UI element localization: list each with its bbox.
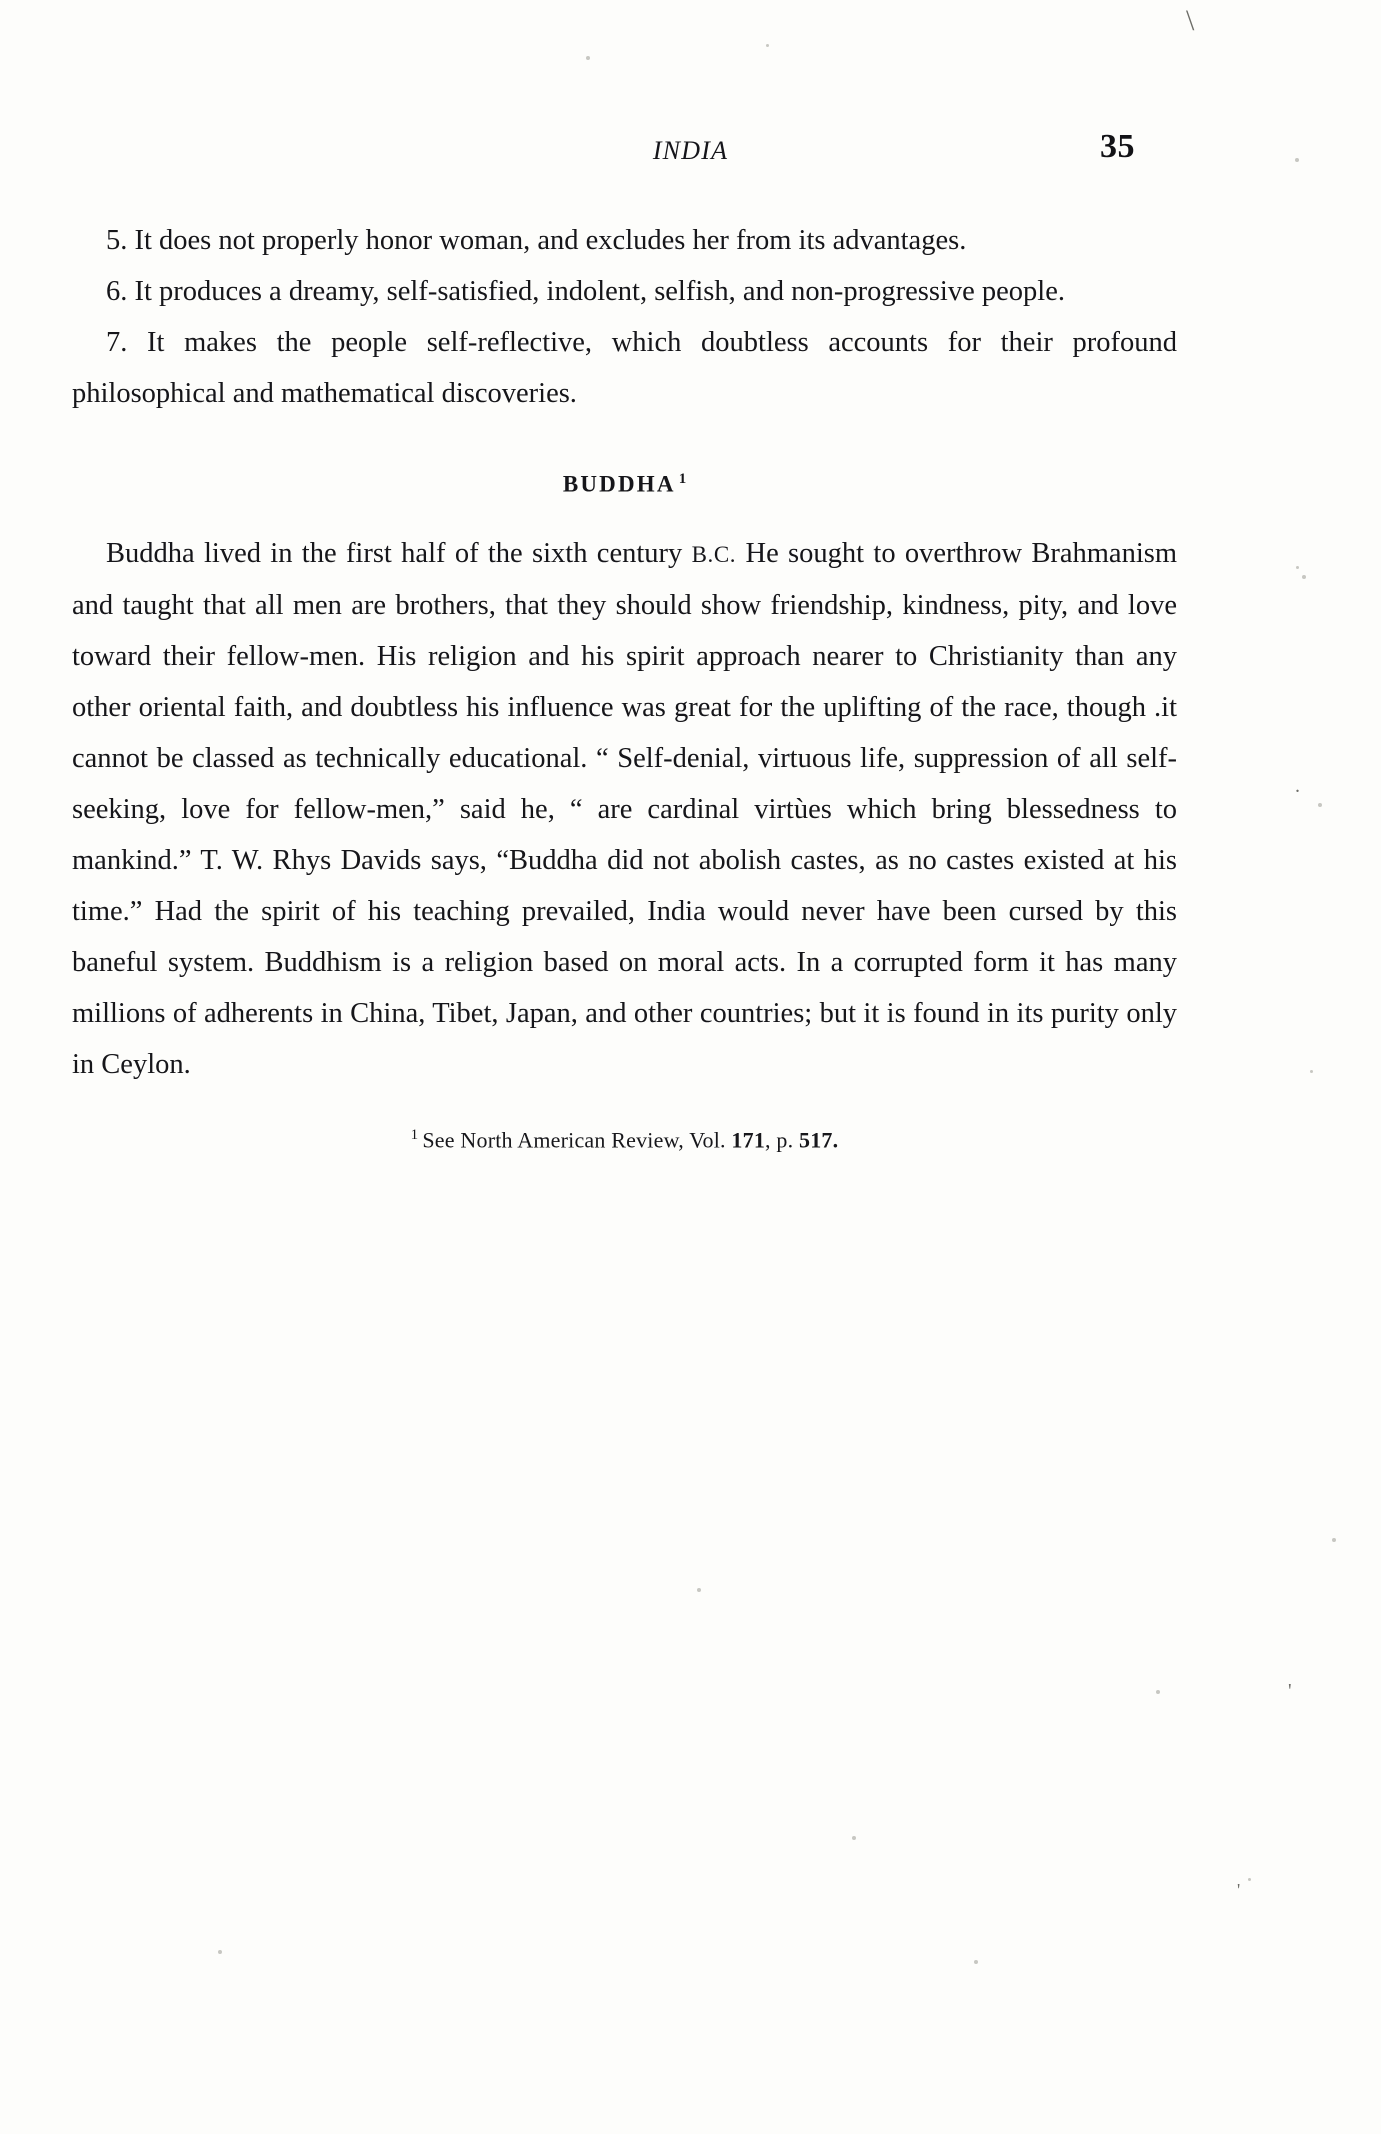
footnote-volume: 171	[731, 1126, 766, 1152]
list-item-text: It produces a dreamy, self-satisfied, indolent, selfish, and non-progressive people.	[134, 276, 1065, 307]
buddha-text-rest: He sought to overthrow Brahmanism and taught that all men are brothers, that they should show friendship, kindness, pity, and love toward their fellow-men. His religion and his spirit approach nearer to Christianity than any other oriental faith, and doubtless his influence was great for the uplifting of the race, though .it cannot be classed as technically educational. “ Self-denial, virtuous life, suppression of all self-seeking, love for fellow-men,” said he, “ are cardinal virtùes which bring blessedness to mankind.” T. W. Rhys Davids says, “Buddha did not abolish castes, as no castes existed at his time.” Had the spirit of his teaching prevailed, India would never have been cursed by this baneful system. Buddhism is a religion based on moral acts. In a corrupted form it has many millions of adherents in China, Tibet, Japan, and other countries; but it is found in its purity only in Ceylon.	[72, 537, 1177, 1080]
scan-speck	[766, 44, 769, 47]
list-item	[72, 317, 1177, 419]
list-item-number: 6.	[106, 276, 128, 307]
scan-speck	[1302, 575, 1306, 579]
footnote	[72, 1120, 1177, 1155]
footnote-text-before: See North American Review, Vol.	[422, 1126, 732, 1152]
scan-speck	[1248, 1878, 1251, 1881]
running-head-title: INDIA	[652, 136, 729, 165]
margin-tick: '	[1288, 1680, 1292, 1702]
list-item-text: It makes the people self-reflective, which doubtless accounts for their profound philosophical and mathematical discoveries.	[72, 327, 1177, 409]
margin-tick: .	[1295, 775, 1300, 797]
page-number: 35	[1100, 128, 1135, 165]
footnote-text-middle: , p.	[765, 1126, 800, 1152]
section-heading-footnote-marker: 1	[678, 471, 687, 487]
scan-speck	[697, 1588, 701, 1592]
scan-speck	[852, 1836, 856, 1840]
list-item	[72, 215, 1177, 266]
section-heading	[72, 471, 1177, 498]
scan-speck	[586, 56, 590, 60]
scan-speck	[1332, 1538, 1336, 1542]
smallcaps-bc: B.C.	[691, 541, 737, 567]
list-item-number: 5.	[106, 225, 128, 256]
list-item	[72, 266, 1177, 317]
scan-speck	[1318, 803, 1322, 807]
list-item-text: It does not properly honor woman, and excludes her from its advantages.	[134, 225, 967, 256]
margin-pen-stroke: \	[1186, 4, 1195, 37]
scan-speck	[1310, 1070, 1313, 1073]
footnote-marker: 1	[410, 1126, 419, 1143]
footnote-page-ref: 517.	[799, 1126, 839, 1152]
margin-tick: '	[1237, 1880, 1241, 1900]
list-item-number: 7.	[106, 327, 128, 358]
section-heading-label: BUDDHA	[562, 471, 676, 497]
running-head	[0, 128, 1381, 182]
scan-speck	[218, 1950, 222, 1954]
scan-speck	[974, 1960, 978, 1964]
scan-speck	[1296, 566, 1299, 569]
body-paragraph-buddha	[72, 528, 1177, 1090]
buddha-text-lead: Buddha lived in the first half of the sixth century	[106, 537, 692, 569]
page-body	[72, 215, 1177, 1155]
scan-speck	[1156, 1690, 1160, 1694]
